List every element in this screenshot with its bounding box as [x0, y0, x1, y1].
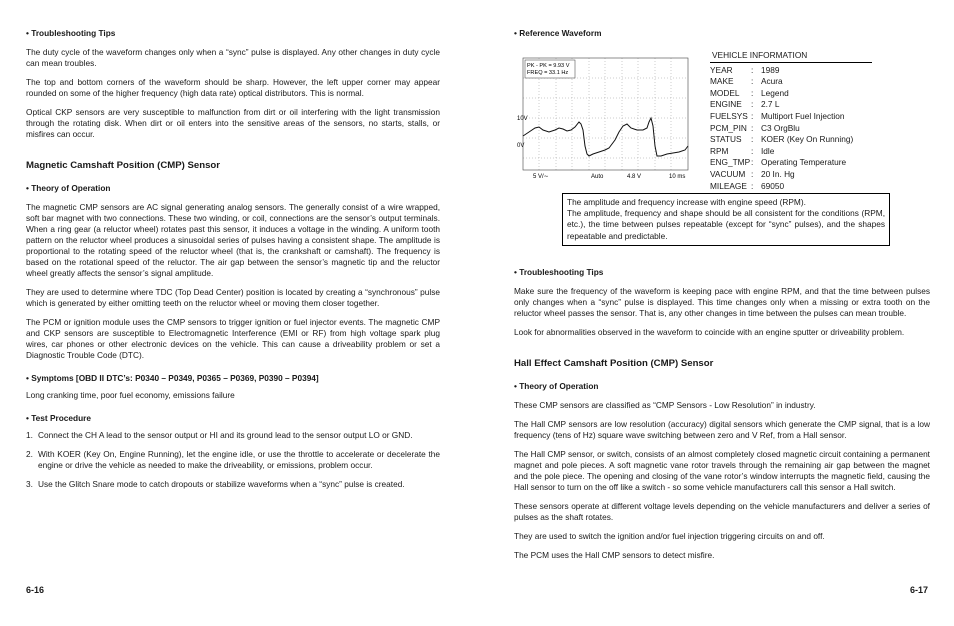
paragraph: Long cranking time, poor fuel economy, emissions failure [26, 390, 235, 400]
waveform-trace [523, 118, 688, 156]
paragraph: Look for abnormalities observed in the waveform to coincide with an engine sputter or driveability problem. [514, 327, 905, 337]
vehicle-info-row: STATUS : KOER (Key On Running) [710, 134, 854, 145]
step-list [26, 430, 440, 490]
paragraph: These CMP sensors are classified as “CMP Sensors - Low Resolution” in industry. [514, 400, 816, 410]
reference-waveform-heading: • Reference Waveform [514, 28, 602, 38]
paragraph: These sensors operate at different voltage levels depending on the vehicle manufacturers and deliver a series of pulses as the shaft rotates. [514, 501, 930, 522]
paragraph: The Hall CMP sensors are low resolution (accuracy) digital sensors which generate the CMP signal, that is a low frequency (tens of Hz) square wave switching between zero and V Ref, from a Hall sensor. [514, 419, 930, 440]
paragraph: Make sure the frequency of the waveform is keeping pace with engine RPM, and that the time between pulses only changes when a “sync” pulse is displayed. This time changes only when a missing or extra tooth on the reluctor wheel passes the sensor. That is, any other changes in time between the pulses can mean trouble. [514, 286, 930, 318]
theory-heading: • Theory of Operation [514, 381, 599, 391]
vehicle-info-row: FUELSYS : Multiport Fuel Injection [710, 110, 845, 121]
vehicle-info-row: ENG_TMP : Operating Temperature [710, 157, 847, 168]
vehicle-info-row: VACUUM : 20 In. Hg [710, 168, 795, 179]
readout-freq: FREQ = 33.1 Hz [527, 70, 569, 76]
page-number-left: 6-16 [26, 585, 45, 595]
test-procedure-heading: • Test Procedure [26, 413, 91, 423]
note-line: The amplitude, frequency and shape should be all consistent for the conditions (RPM, etc.), the time between pulses repeatable (except for “sync” pulses), and the shapes repeatable and predictable. [567, 208, 885, 241]
paragraph: The PCM uses the Hall CMP sensors to detect misfire. [514, 550, 715, 560]
label-volts-div: 5 V/∼ [533, 174, 549, 180]
note-line: The amplitude and frequency increase with engine speed (RPM). [567, 197, 806, 207]
paragraph: The PCM or ignition module uses the CMP sensors to trigger ignition or fuel injector events. The magnetic CMP and CKP sensors are susceptible to Electromagnetic Interference (EMI or RF) from high voltage spark plug wires, car phones or other electronic devices on the vehicle. This can cause a driveability problem or set a Diagnostic Trouble Code (DTC). [26, 317, 440, 360]
right-page-body [514, 267, 930, 561]
readout-pk-pk: PK - PK = 9.93 V [527, 63, 570, 69]
label-10v: 10V [517, 116, 528, 122]
list-item: 2. With KOER (Key On, Engine Running), let the engine idle, or use the throttle to accelerate or decelerate the engine or drive the vehicle as needed to make the driveability, or emissions, problem occur. [26, 449, 440, 470]
vehicle-info-row: PCM_PIN : C3 OrgBlu [710, 122, 800, 133]
vehicle-info-row: ENGINE : 2.7 L [710, 99, 780, 110]
label-0v: 0V [517, 143, 525, 149]
section-title: Hall Effect Camshaft Position (CMP) Sensor [514, 358, 714, 369]
vehicle-info-row: MODEL : Legend [710, 87, 789, 98]
paragraph: The top and bottom corners of the waveform should be sharp. However, the left upper corner may appear rounded on some of the higher frequency (high data rate) optical distributors. This is normal. [26, 77, 440, 98]
vehicle-info-row: RPM : Idle [710, 145, 775, 156]
symptoms-heading: • Symptoms [OBD II DTC’s: P0340 – P0349, P0365 – P0369, P0390 – P0394] [26, 373, 319, 383]
paragraph: Optical CKP sensors are very susceptible to malfunction from dirt or oil interfering with the light transmission through the rotating disk. When dirt or oil enters into the sensitive areas of the sensors, no starts, stalls, or misfires can occur. [26, 107, 440, 139]
reference-heading-wrap [514, 28, 930, 39]
vehicle-info-row: YEAR : 1989 [710, 64, 780, 75]
vehicle-information-table [710, 50, 872, 192]
troubleshooting-heading: • Troubleshooting Tips [26, 28, 116, 38]
theory-heading: • Theory of Operation [26, 183, 111, 193]
list-item: 1. Connect the CH A lead to the sensor output or HI and its ground lead to the sensor output LO or GND. [26, 430, 413, 440]
section-title: Magnetic Camshaft Position (CMP) Sensor [26, 160, 221, 171]
label-mode: Auto [591, 174, 604, 180]
waveform-note-box [562, 193, 890, 246]
label-time-div: 10 ms [669, 174, 686, 180]
paragraph: The magnetic CMP sensors are AC signal generating analog sensors. The generally consist of a wire wrapped, soft bar magnet with two connections. These two winding, or coil, connections are the sensor’s output terminals. When a ring gear (a reluctor wheel) rotates past this sensor, it induces a voltage in the winding. A uniform tooth pattern on the reluctor wheel produces a sinusoidal series of pulses having a consistent shape. The amplitude is proportional to the rotating speed of the reluctor wheel (that is, the crankshaft or camshaft). The frequency is based on the rotational speed of the reluctor. The air gap between the sensor’s magnetic tip and the reluctor wheel greatly affects the sensor’s signal amplitude. [26, 202, 440, 278]
vehicle-info-row: MILEAGE : 69050 [710, 180, 785, 191]
label-trigger: 4.8 V [627, 174, 642, 180]
list-item: 3. Use the Glitch Snare mode to catch dropouts or stabilize waveforms when a “sync” pulse is created. [26, 479, 405, 489]
scope-screen [517, 58, 688, 180]
paragraph: They are used to switch the ignition and/or fuel injection triggering circuits on and off. [514, 531, 825, 541]
left-page [26, 28, 440, 490]
vehicle-info-row: MAKE : Acura [710, 76, 783, 87]
paragraph: The duty cycle of the waveform changes only when a “sync” pulse is displayed. Any other changes in duty cycle can mean troubles. [26, 47, 440, 68]
scope-waveform [517, 58, 688, 180]
troubleshooting-heading: • Troubleshooting Tips [514, 267, 604, 277]
paragraph: They are used to determine where TDC (Top Dead Center) position is located by creating a “synchronous” pulse which is generated by either omitting teeth on the reluctor wheel or moving them closer together. [26, 287, 440, 308]
page-number-right: 6-17 [910, 585, 929, 595]
vehicle-info-header: VEHICLE INFORMATION [710, 50, 872, 63]
paragraph: The Hall CMP sensor, or switch, consists of an almost completely closed magnetic circuit containing a permanent magnet and pole pieces. A soft magnetic vane rotor travels through the remaining air gap between the magnet and the pole piece. The opening and closing of the vane rotor’s window interrupts the magnetic field, causing the Hall sensor to turn on the off like a switch - so some vehicle manufacturers call this sensor a Hall switch. [514, 449, 930, 492]
